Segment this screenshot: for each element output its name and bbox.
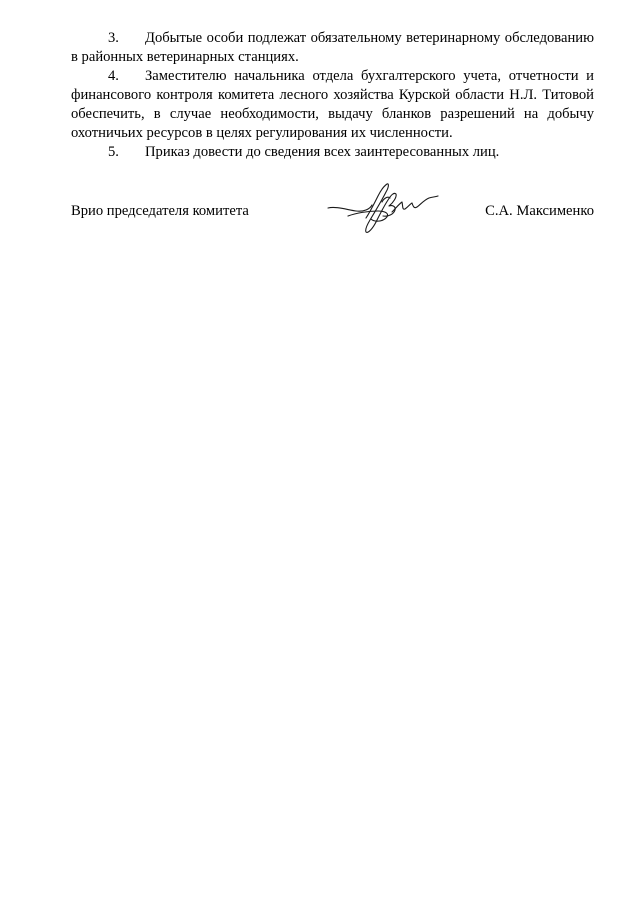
signer-position: Врио председателя комитета (71, 203, 249, 219)
paragraph-number: 4. (108, 68, 119, 84)
paragraph-number: 3. (108, 30, 119, 46)
paragraph-4 (71, 67, 594, 143)
paragraph-number: 5. (108, 144, 119, 160)
document-body (71, 29, 594, 162)
signer-name: С.А. Максименко (485, 203, 594, 219)
paragraph-text: Заместителю начальника отдела бухгалтерского учета, отчетности и финансового контроля комитета лесного хозяйства Курской области Н.Л. Титовой обеспечить, в случае необходимости, выдачу бланков разрешений на добычу охотничьих ресурсов в целях регулирования их численности. (71, 68, 594, 141)
paragraph-3 (71, 29, 594, 67)
paragraph-text: Приказ довести до сведения всех заинтересованных лиц. (145, 144, 500, 160)
paragraph-5 (71, 143, 594, 162)
handwritten-signature-icon (326, 178, 440, 240)
paragraph-text: Добытые особи подлежат обязательному ветеринарному обследованию в районных ветеринарных станциях. (71, 30, 594, 65)
